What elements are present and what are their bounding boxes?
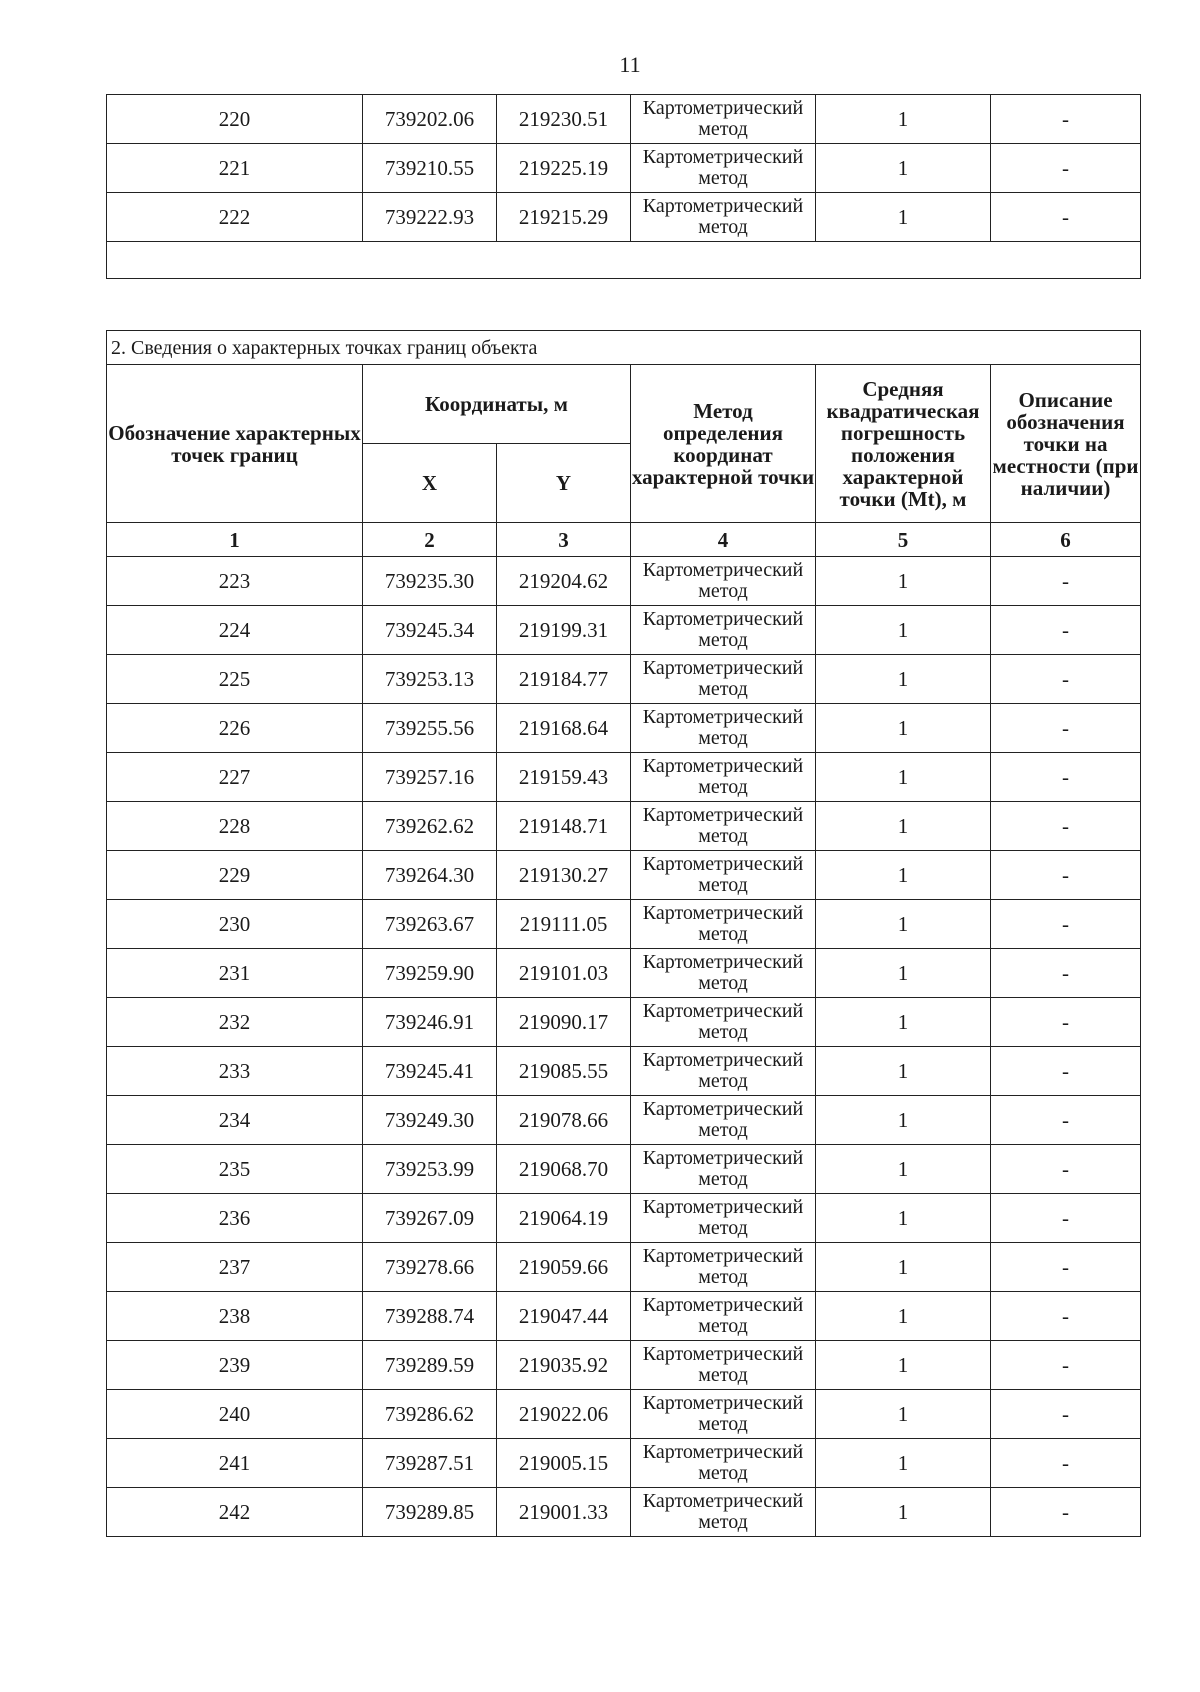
continued-points-body [107,95,1141,242]
method-cell: Картометрический метод [631,1145,816,1194]
description-cell: - [991,1096,1141,1145]
method-cell: Картометрический метод [631,606,816,655]
error-cell: 1 [816,1390,991,1439]
coord-y-cell: 219059.66 [497,1243,631,1292]
description-cell: - [991,998,1141,1047]
point-id-cell: 222 [107,193,363,242]
section-title: 2. Сведения о характерных точках границ объекта [107,331,1141,365]
coord-y-cell: 219101.03 [497,949,631,998]
column-number: 4 [631,523,816,557]
coord-y-cell: 219199.31 [497,606,631,655]
method-cell: Картометрический метод [631,851,816,900]
coord-x-cell: 739259.90 [363,949,497,998]
coord-y-cell: 219035.92 [497,1341,631,1390]
coord-y-cell: 219090.17 [497,998,631,1047]
method-cell: Картометрический метод [631,753,816,802]
description-cell: - [991,1194,1141,1243]
coord-x-cell: 739289.59 [363,1341,497,1390]
column-number: 5 [816,523,991,557]
column-number: 6 [991,523,1141,557]
point-id-cell: 229 [107,851,363,900]
table-row [107,949,1141,998]
error-cell: 1 [816,557,991,606]
error-cell: 1 [816,900,991,949]
coord-y-cell: 219078.66 [497,1096,631,1145]
coord-x-cell: 739246.91 [363,998,497,1047]
table-row [107,557,1141,606]
error-cell: 1 [816,851,991,900]
method-cell: Картометрический метод [631,1096,816,1145]
coord-x-cell: 739253.13 [363,655,497,704]
coord-x-cell: 739289.85 [363,1488,497,1537]
table-row [107,1390,1141,1439]
method-cell: Картометрический метод [631,1439,816,1488]
header-designation: Обозначение характерных точек границ [107,365,363,523]
point-id-cell: 221 [107,144,363,193]
coord-x-cell: 739253.99 [363,1145,497,1194]
point-id-cell: 235 [107,1145,363,1194]
method-cell: Картометрический метод [631,193,816,242]
coord-y-cell: 219001.33 [497,1488,631,1537]
coord-y-cell: 219159.43 [497,753,631,802]
header-coordinates: Координаты, м [363,365,631,444]
error-cell: 1 [816,802,991,851]
error-cell: 1 [816,1488,991,1537]
table-row [107,1341,1141,1390]
error-cell: 1 [816,193,991,242]
table-row [107,1047,1141,1096]
page-number: 11 [619,52,641,77]
method-cell: Картометрический метод [631,900,816,949]
coord-y-cell: 219168.64 [497,704,631,753]
table-row [107,802,1141,851]
method-cell: Картометрический метод [631,95,816,144]
method-cell: Картометрический метод [631,1341,816,1390]
error-cell: 1 [816,704,991,753]
table-row [107,606,1141,655]
description-cell: - [991,193,1141,242]
description-cell: - [991,606,1141,655]
point-id-cell: 240 [107,1390,363,1439]
coord-x-cell: 739262.62 [363,802,497,851]
table-row [107,95,1141,144]
description-cell: - [991,655,1141,704]
description-cell: - [991,95,1141,144]
coord-x-cell: 739222.93 [363,193,497,242]
header-method: Метод определения координат характерной точки [631,365,816,523]
point-id-cell: 234 [107,1096,363,1145]
description-cell: - [991,1390,1141,1439]
method-cell: Картометрический метод [631,1390,816,1439]
error-cell: 1 [816,1145,991,1194]
point-id-cell: 224 [107,606,363,655]
coord-x-cell: 739245.41 [363,1047,497,1096]
error-cell: 1 [816,144,991,193]
method-cell: Картометрический метод [631,949,816,998]
coord-y-cell: 219215.29 [497,193,631,242]
error-cell: 1 [816,949,991,998]
table-row [107,851,1141,900]
point-id-cell: 237 [107,1243,363,1292]
table-row [107,1488,1141,1537]
column-number: 1 [107,523,363,557]
method-cell: Картометрический метод [631,802,816,851]
point-id-cell: 223 [107,557,363,606]
coord-x-cell: 739245.34 [363,606,497,655]
coord-y-cell: 219005.15 [497,1439,631,1488]
method-cell: Картометрический метод [631,1488,816,1537]
coord-y-cell: 219022.06 [497,1390,631,1439]
point-id-cell: 227 [107,753,363,802]
coord-y-cell: 219068.70 [497,1145,631,1194]
point-id-cell: 230 [107,900,363,949]
description-cell: - [991,144,1141,193]
method-cell: Картометрический метод [631,1243,816,1292]
point-id-cell: 228 [107,802,363,851]
description-cell: - [991,557,1141,606]
description-cell: - [991,1439,1141,1488]
point-id-cell: 220 [107,95,363,144]
table-row [107,193,1141,242]
coord-x-cell: 739288.74 [363,1292,497,1341]
table-row [107,1096,1141,1145]
header-y: Y [497,444,631,523]
table-row [107,1145,1141,1194]
coord-y-cell: 219064.19 [497,1194,631,1243]
method-cell: Картометрический метод [631,1194,816,1243]
coord-x-cell: 739235.30 [363,557,497,606]
header-x: X [363,444,497,523]
point-id-cell: 241 [107,1439,363,1488]
coord-y-cell: 219148.71 [497,802,631,851]
coord-y-cell: 219111.05 [497,900,631,949]
coord-x-cell: 739264.30 [363,851,497,900]
description-cell: - [991,1047,1141,1096]
description-cell: - [991,1488,1141,1537]
coord-x-cell: 739210.55 [363,144,497,193]
column-numbers-row [107,523,1141,557]
error-cell: 1 [816,606,991,655]
table-row [107,1194,1141,1243]
table-row [107,1292,1141,1341]
table-row [107,1243,1141,1292]
table-row [107,704,1141,753]
error-cell: 1 [816,1194,991,1243]
coord-y-cell: 219085.55 [497,1047,631,1096]
coord-x-cell: 739202.06 [363,95,497,144]
coord-y-cell: 219047.44 [497,1292,631,1341]
table-row [107,998,1141,1047]
method-cell: Картометрический метод [631,655,816,704]
method-cell: Картометрический метод [631,704,816,753]
point-id-cell: 242 [107,1488,363,1537]
description-cell: - [991,900,1141,949]
description-cell: - [991,1292,1141,1341]
coord-y-cell: 219204.62 [497,557,631,606]
point-id-cell: 233 [107,1047,363,1096]
point-id-cell: 231 [107,949,363,998]
point-id-cell: 239 [107,1341,363,1390]
coord-x-cell: 739249.30 [363,1096,497,1145]
coord-y-cell: 219130.27 [497,851,631,900]
description-cell: - [991,1243,1141,1292]
method-cell: Картометрический метод [631,557,816,606]
method-cell: Картометрический метод [631,1047,816,1096]
coord-x-cell: 739287.51 [363,1439,497,1488]
description-cell: - [991,1341,1141,1390]
error-cell: 1 [816,753,991,802]
error-cell: 1 [816,95,991,144]
description-cell: - [991,949,1141,998]
coord-x-cell: 739278.66 [363,1243,497,1292]
boundary-points-table [106,330,1141,1537]
method-cell: Картометрический метод [631,998,816,1047]
continued-points-table [106,94,1141,279]
error-cell: 1 [816,655,991,704]
coord-y-cell: 219225.19 [497,144,631,193]
description-cell: - [991,753,1141,802]
error-cell: 1 [816,1243,991,1292]
error-cell: 1 [816,1047,991,1096]
error-cell: 1 [816,998,991,1047]
error-cell: 1 [816,1341,991,1390]
header-description: Описание обозначения точки на местности (при наличии) [991,365,1141,523]
empty-row [107,242,1141,279]
header-error: Средняя квадратическая погрешность положения характерной точки (Mt), м [816,365,991,523]
coord-x-cell: 739255.56 [363,704,497,753]
error-cell: 1 [816,1096,991,1145]
method-cell: Картометрический метод [631,144,816,193]
coord-y-cell: 219184.77 [497,655,631,704]
coord-x-cell: 739263.67 [363,900,497,949]
table-row [107,1439,1141,1488]
coord-x-cell: 739267.09 [363,1194,497,1243]
description-cell: - [991,851,1141,900]
coord-x-cell: 739257.16 [363,753,497,802]
table-row [107,655,1141,704]
point-id-cell: 236 [107,1194,363,1243]
error-cell: 1 [816,1439,991,1488]
error-cell: 1 [816,1292,991,1341]
coord-x-cell: 739286.62 [363,1390,497,1439]
point-id-cell: 225 [107,655,363,704]
table-row [107,144,1141,193]
description-cell: - [991,802,1141,851]
column-number: 3 [497,523,631,557]
point-id-cell: 226 [107,704,363,753]
table-row [107,753,1141,802]
coord-y-cell: 219230.51 [497,95,631,144]
column-number: 2 [363,523,497,557]
description-cell: - [991,704,1141,753]
method-cell: Картометрический метод [631,1292,816,1341]
description-cell: - [991,1145,1141,1194]
boundary-points-body [107,557,1141,1537]
empty-cell [107,242,1141,279]
point-id-cell: 238 [107,1292,363,1341]
table-row [107,900,1141,949]
point-id-cell: 232 [107,998,363,1047]
